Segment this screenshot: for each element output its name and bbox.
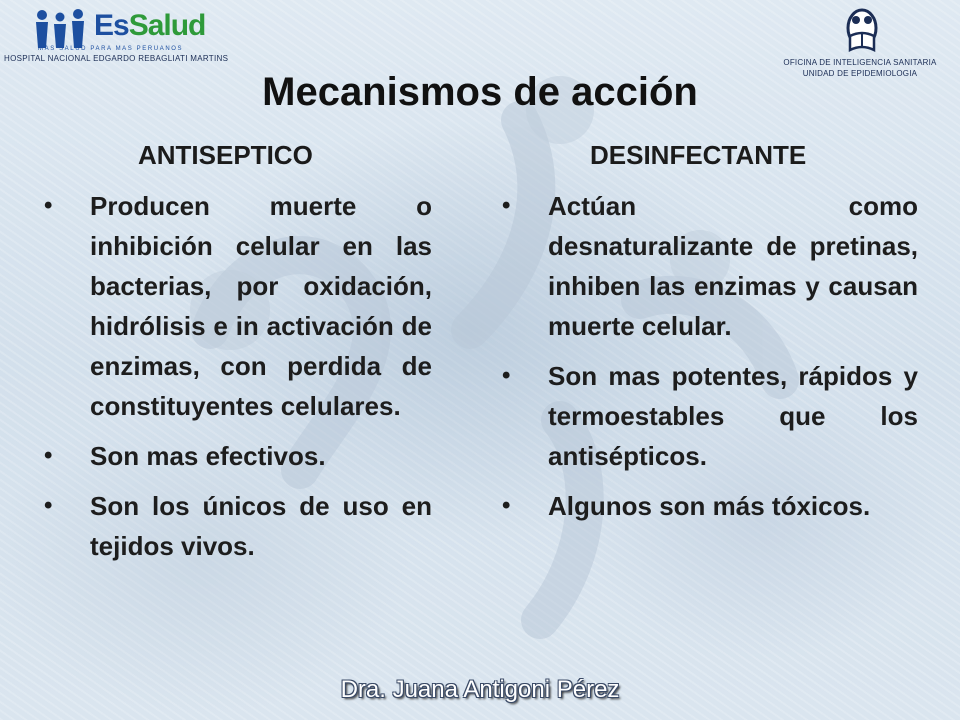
- list-item: [498, 186, 918, 346]
- antiseptic-column: [40, 138, 432, 576]
- brand-suffix: Salud: [128, 9, 206, 42]
- bullet-icon: •: [502, 362, 511, 389]
- bullet-icon: •: [44, 442, 53, 469]
- family-figures-icon: [32, 8, 94, 48]
- disinfectant-column: [498, 138, 918, 536]
- bullet-icon: •: [44, 192, 53, 219]
- list-item: [40, 486, 432, 566]
- antiseptic-heading: ANTISEPTICO: [138, 140, 313, 170]
- list-item: [498, 486, 918, 526]
- slide-title: Mecanismos de acción: [262, 70, 698, 114]
- list-item-text: Actúan como desnaturalizante de pretinas, inhiben las enzimas y causan muerte celular.: [548, 191, 918, 341]
- list-item: [40, 436, 432, 476]
- bullet-icon: •: [44, 492, 53, 519]
- bullet-icon: •: [502, 492, 511, 519]
- office-name: OFICINA DE INTELIGENCIA SANITARIA: [783, 58, 937, 67]
- brand-tagline: MAS SALUD PARA MAS PERUANOS: [38, 46, 184, 52]
- list-item-text: Son mas efectivos.: [90, 441, 326, 471]
- antiseptic-list: [40, 186, 432, 566]
- bullet-icon: •: [502, 192, 511, 219]
- hospital-name: HOSPITAL NACIONAL EDGARDO REBAGLIATI MARTINS: [4, 54, 229, 63]
- list-item: [498, 356, 918, 476]
- list-item: [40, 186, 432, 426]
- list-item-text: Algunos son más tóxicos.: [548, 491, 871, 521]
- disinfectant-heading: DESINFECTANTE: [590, 140, 807, 170]
- owl-book-icon: [842, 6, 882, 56]
- list-item-text: Son los únicos de uso en tejidos vivos.: [90, 491, 432, 561]
- unit-name: UNIDAD DE EPIDEMIOLOGIA: [802, 69, 918, 78]
- brand-prefix: Es: [94, 9, 129, 42]
- disinfectant-list: [498, 186, 918, 526]
- list-item-text: Son mas potentes, rápidos y termoestables que los antisépticos.: [548, 361, 918, 471]
- brand-name: [94, 8, 205, 44]
- author-footer: Dra. Juana Antigoni Pérez: [340, 676, 620, 703]
- list-item-text: Producen muerte o inhibición celular en las bacterias, por oxidación, hidrólisis e in activación de enzimas, con perdida de constituyentes celulares.: [90, 191, 432, 421]
